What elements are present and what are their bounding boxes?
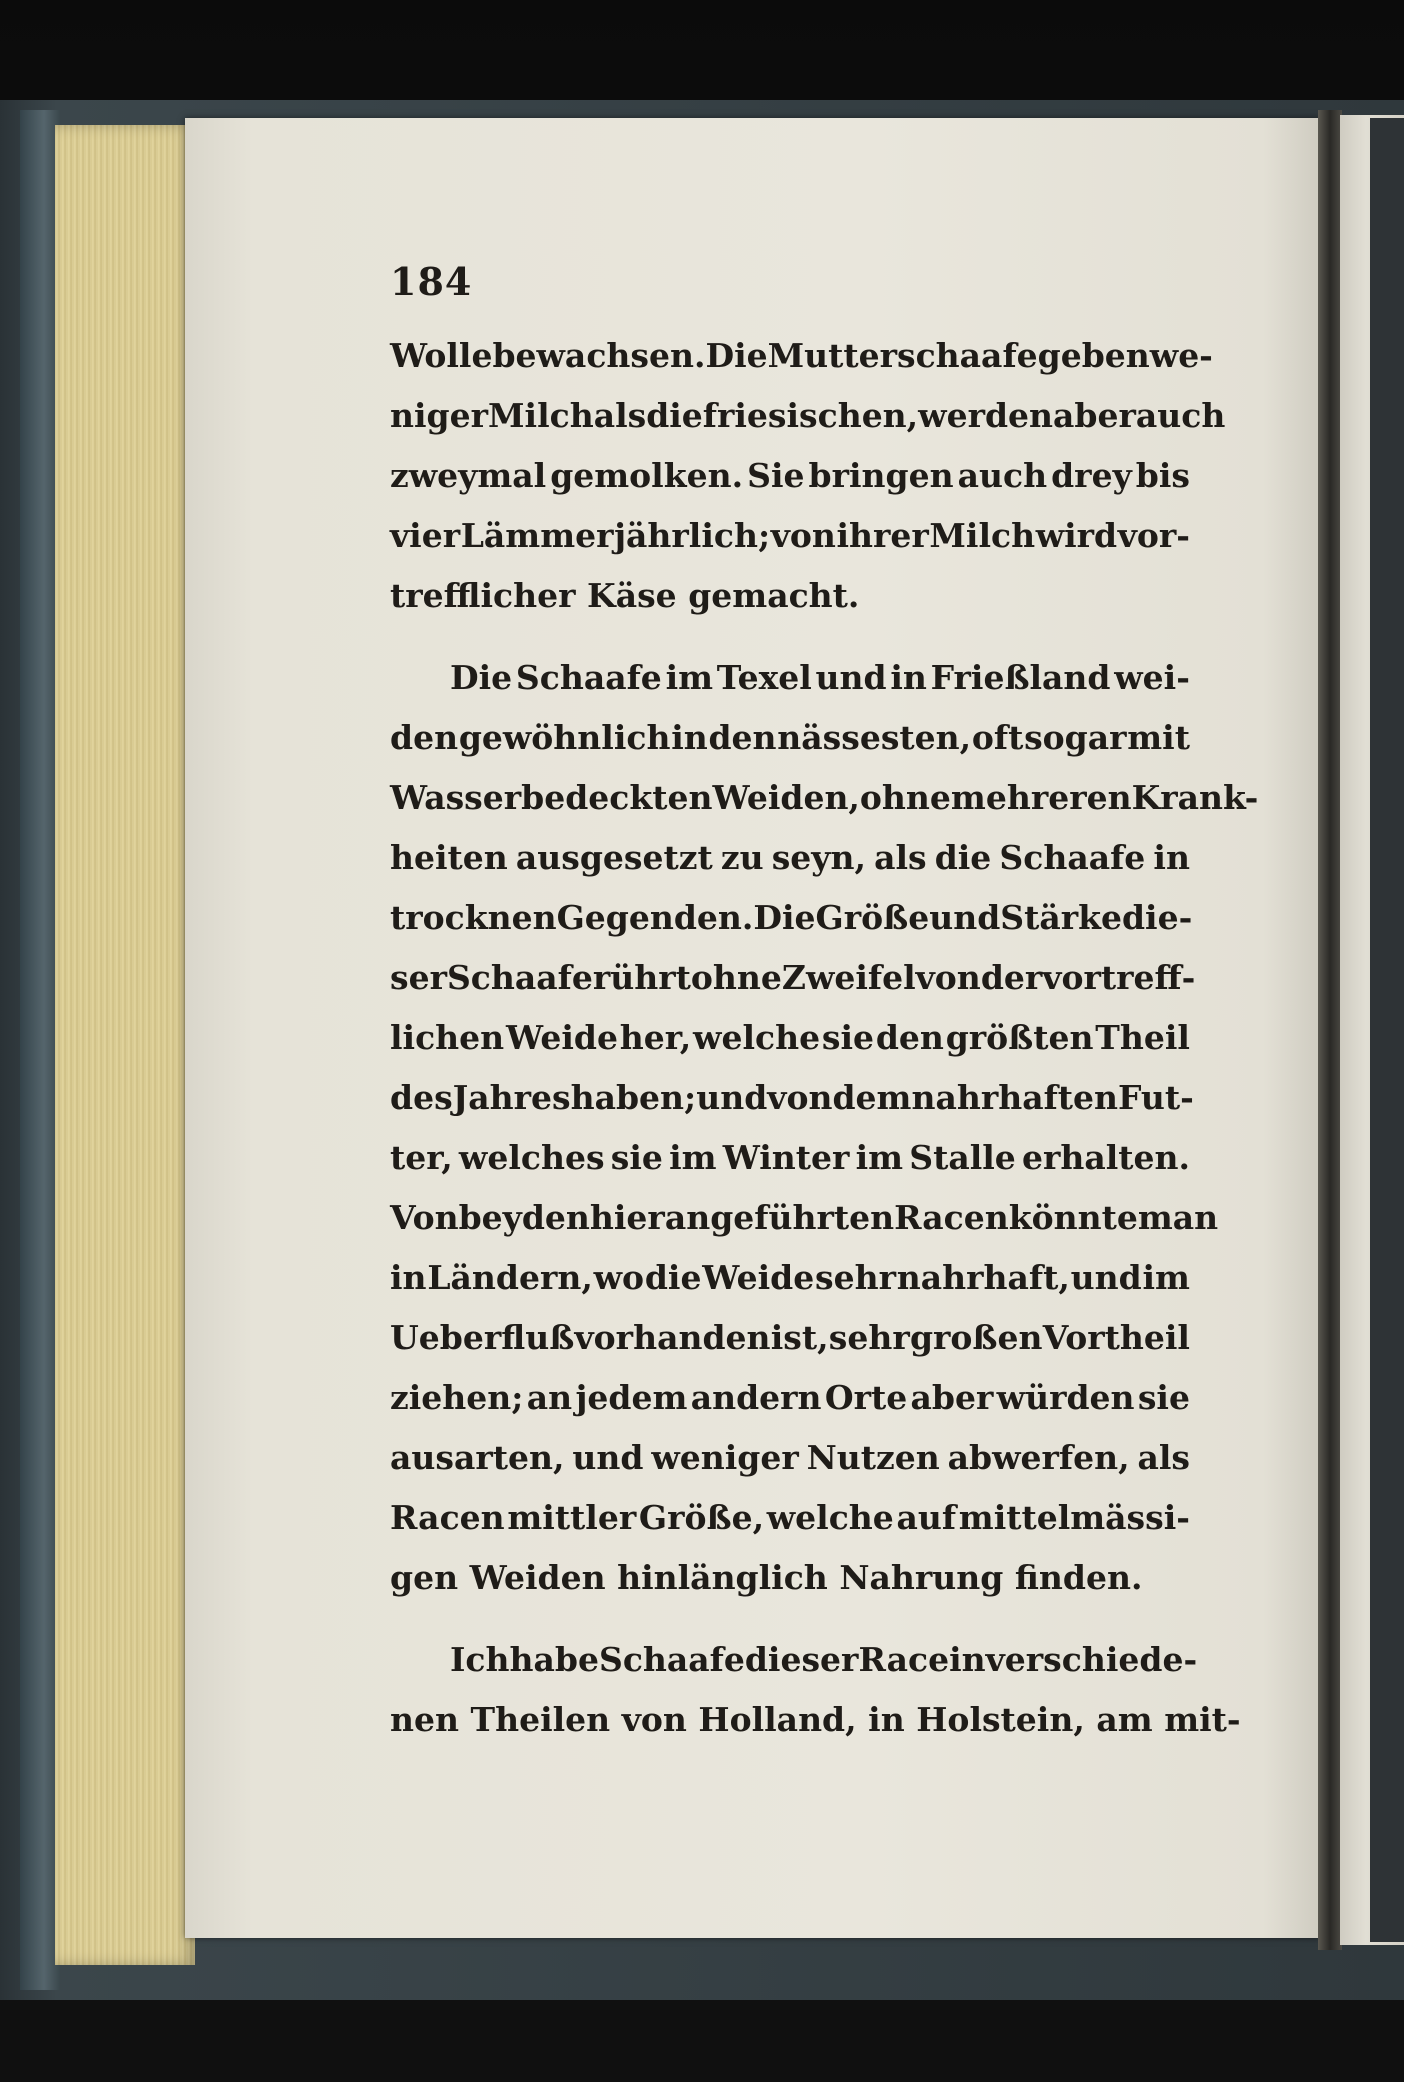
text-line bbox=[390, 1548, 1190, 1608]
word: dem bbox=[832, 1078, 912, 1117]
word: habe bbox=[509, 1640, 599, 1679]
word: aber bbox=[1053, 396, 1136, 435]
word: von bbox=[915, 958, 981, 997]
word: vorhanden bbox=[574, 1318, 771, 1357]
word: und bbox=[572, 1438, 644, 1477]
word: und bbox=[696, 1078, 768, 1117]
word: mittler bbox=[507, 1498, 637, 1537]
word: welche bbox=[766, 1498, 894, 1537]
book-spine-edge bbox=[20, 110, 60, 1990]
word: wei- bbox=[1114, 658, 1190, 697]
word: zu bbox=[720, 838, 764, 877]
word: aber bbox=[910, 1378, 994, 1417]
word: die bbox=[644, 1258, 702, 1297]
word: ohne bbox=[859, 778, 951, 817]
word: Racen bbox=[894, 1198, 1009, 1237]
word: großen bbox=[909, 1318, 1043, 1357]
word: jedem bbox=[575, 1378, 688, 1417]
word: in bbox=[890, 658, 927, 697]
word: auf bbox=[896, 1498, 957, 1537]
word: vor- bbox=[1117, 516, 1190, 555]
word: Theil bbox=[1095, 1018, 1190, 1057]
word: welches bbox=[458, 1138, 605, 1177]
word: nässesten, bbox=[777, 718, 972, 757]
text-line bbox=[390, 888, 1193, 948]
word: Die bbox=[753, 898, 816, 937]
word: Texel bbox=[716, 658, 812, 697]
text-line bbox=[390, 1630, 1198, 1690]
word: die bbox=[646, 396, 703, 435]
word: würden bbox=[996, 1378, 1135, 1417]
word: niger bbox=[390, 396, 488, 435]
word: bringen bbox=[808, 456, 954, 495]
word: sie bbox=[1137, 1378, 1190, 1417]
text-line bbox=[390, 1248, 1190, 1308]
word: nahrhaft, bbox=[896, 1258, 1070, 1297]
word: sehr bbox=[815, 1258, 896, 1297]
word: die- bbox=[1121, 898, 1193, 937]
word: Weide bbox=[702, 1258, 815, 1297]
word: rührt bbox=[592, 958, 691, 997]
word: finden. bbox=[1014, 1558, 1143, 1597]
word: als bbox=[593, 396, 647, 435]
text-line bbox=[390, 768, 1259, 828]
word: von bbox=[621, 1700, 687, 1739]
word: Winter bbox=[722, 1138, 850, 1177]
word: mehreren bbox=[950, 778, 1132, 817]
word: Größe, bbox=[638, 1498, 765, 1537]
word: wird bbox=[1035, 516, 1118, 555]
word: in bbox=[1153, 838, 1190, 877]
word: verschiede- bbox=[985, 1640, 1198, 1679]
word: dieser bbox=[744, 1640, 859, 1679]
word: ausgesetzt bbox=[515, 838, 713, 877]
word: Frießland bbox=[930, 658, 1111, 697]
word: welche bbox=[693, 1018, 821, 1057]
word: mittelmässi- bbox=[958, 1498, 1190, 1537]
word: Die bbox=[450, 658, 513, 697]
word: ter, bbox=[390, 1138, 453, 1177]
text-line bbox=[390, 1308, 1190, 1368]
word: des bbox=[390, 1078, 453, 1117]
word: weniger bbox=[651, 1438, 799, 1477]
word: den bbox=[875, 1018, 944, 1057]
word: Die bbox=[705, 336, 768, 375]
word: hinlänglich bbox=[617, 1558, 828, 1597]
word: in bbox=[671, 718, 708, 757]
word: und bbox=[929, 898, 1001, 937]
word: die bbox=[934, 838, 992, 877]
word: ist, bbox=[770, 1318, 829, 1357]
word: trefflicher bbox=[390, 576, 576, 615]
word: lichen bbox=[390, 1018, 505, 1057]
word: Stalle bbox=[909, 1138, 1016, 1177]
word: im bbox=[1142, 1258, 1190, 1297]
word: Nahrung bbox=[839, 1558, 1004, 1597]
word: hier bbox=[589, 1198, 665, 1237]
word: Mutterschaafe bbox=[767, 336, 1038, 375]
paragraph bbox=[390, 1630, 1241, 1750]
word: am bbox=[1096, 1700, 1153, 1739]
word: friesischen, bbox=[702, 396, 919, 435]
word: trocknen bbox=[390, 898, 557, 937]
word: werden bbox=[918, 396, 1054, 435]
word: we- bbox=[1149, 336, 1213, 375]
word: geben bbox=[1037, 336, 1150, 375]
word: heiten bbox=[390, 838, 508, 877]
word: Lämmer bbox=[460, 516, 614, 555]
word: Schaafe bbox=[515, 658, 662, 697]
word: Von bbox=[390, 1198, 459, 1237]
word: als bbox=[874, 838, 927, 877]
text-line bbox=[390, 1368, 1190, 1428]
book-gutter bbox=[1318, 110, 1342, 1950]
word: Holland, bbox=[698, 1700, 857, 1739]
word: Racen bbox=[390, 1498, 505, 1537]
word: in bbox=[390, 1258, 427, 1297]
word: Ueberfluß bbox=[390, 1318, 575, 1357]
word: gen bbox=[390, 1558, 459, 1597]
word: Jahres bbox=[452, 1078, 571, 1117]
word: bis bbox=[1135, 456, 1190, 495]
word: im bbox=[669, 1138, 717, 1177]
word: ausarten, bbox=[390, 1438, 565, 1477]
word: Käse bbox=[587, 576, 677, 615]
word: sie bbox=[610, 1138, 663, 1177]
text-line bbox=[390, 1488, 1190, 1548]
word: im bbox=[665, 658, 714, 697]
word: Theilen bbox=[470, 1700, 611, 1739]
word: jährlich; bbox=[614, 516, 771, 555]
word: andern bbox=[690, 1378, 822, 1417]
word: von bbox=[767, 1078, 833, 1117]
word: abwerfen, bbox=[947, 1438, 1130, 1477]
text-line bbox=[390, 1188, 1219, 1248]
word: ziehen; bbox=[390, 1378, 524, 1417]
word: Fut- bbox=[1118, 1078, 1194, 1117]
word: sie bbox=[821, 1018, 875, 1057]
word: größten bbox=[945, 1018, 1094, 1057]
word: Milch bbox=[488, 396, 594, 435]
word: auch bbox=[957, 456, 1048, 495]
text-line bbox=[390, 446, 1190, 506]
word: als bbox=[1137, 1438, 1190, 1477]
word: an bbox=[526, 1378, 573, 1417]
word: der bbox=[980, 958, 1043, 997]
text-line bbox=[390, 326, 1213, 386]
word: Schaafe bbox=[446, 958, 593, 997]
word: könnte bbox=[1008, 1198, 1138, 1237]
word: man bbox=[1137, 1198, 1219, 1237]
word: wo bbox=[593, 1258, 645, 1297]
text-line bbox=[390, 506, 1190, 566]
word: ser bbox=[390, 958, 447, 997]
text-line bbox=[390, 1690, 1241, 1750]
word: Schaafe bbox=[598, 1640, 745, 1679]
text-line bbox=[390, 648, 1190, 708]
word: mit bbox=[1127, 718, 1190, 757]
text-line bbox=[390, 1428, 1190, 1488]
word: in bbox=[949, 1640, 986, 1679]
word: bedeckten bbox=[521, 778, 713, 817]
word: drey bbox=[1051, 456, 1132, 495]
word: auch bbox=[1135, 396, 1226, 435]
word: Weiden, bbox=[712, 778, 860, 817]
word: und bbox=[1070, 1258, 1142, 1297]
word: Sie bbox=[747, 456, 805, 495]
word: erhalten. bbox=[1021, 1138, 1190, 1177]
word: Ländern, bbox=[427, 1258, 593, 1297]
word: sogar bbox=[1024, 718, 1127, 757]
paragraph bbox=[390, 326, 1226, 626]
word: in bbox=[868, 1700, 905, 1739]
word: mit- bbox=[1164, 1700, 1241, 1739]
word: und bbox=[815, 658, 887, 697]
page-number: 184 bbox=[390, 259, 473, 304]
word: gemacht. bbox=[688, 576, 860, 615]
word: oft bbox=[971, 718, 1024, 757]
text-line bbox=[390, 566, 1190, 626]
word: Orte bbox=[824, 1378, 908, 1417]
text-line bbox=[390, 948, 1196, 1008]
word: Gegenden. bbox=[556, 898, 754, 937]
word: Krank- bbox=[1131, 778, 1259, 817]
word: im bbox=[855, 1138, 904, 1177]
word: Weide bbox=[505, 1018, 618, 1057]
word: Race bbox=[858, 1640, 950, 1679]
word: bewachsen. bbox=[492, 336, 706, 375]
word: ohne bbox=[690, 958, 782, 997]
word: zweymal bbox=[390, 456, 547, 495]
word: nen bbox=[390, 1700, 459, 1739]
word: seyn, bbox=[771, 838, 866, 877]
text-line bbox=[390, 708, 1190, 768]
text-line bbox=[390, 1128, 1190, 1188]
word: Ich bbox=[450, 1640, 510, 1679]
word: her, bbox=[619, 1018, 692, 1057]
word: ihrer bbox=[836, 516, 929, 555]
word: Stärke bbox=[1000, 898, 1122, 937]
word: Holstein, bbox=[916, 1700, 1085, 1739]
word: Wasser bbox=[390, 778, 522, 817]
word: gewöhnlich bbox=[458, 718, 671, 757]
paragraphs bbox=[390, 326, 1259, 1750]
word: vortreff- bbox=[1042, 958, 1196, 997]
word: angeführten bbox=[664, 1198, 895, 1237]
word: Zweifel bbox=[781, 958, 916, 997]
word: den bbox=[390, 718, 459, 757]
page-text bbox=[390, 258, 1259, 1750]
word: Größe bbox=[815, 898, 930, 937]
word: Wolle bbox=[390, 336, 493, 375]
page-block-edge bbox=[55, 125, 195, 1965]
word: von bbox=[770, 516, 836, 555]
word: gemolken. bbox=[550, 456, 744, 495]
paragraph bbox=[390, 648, 1259, 1608]
word: Milch bbox=[929, 516, 1036, 555]
text-line bbox=[390, 1068, 1194, 1128]
word: beyden bbox=[458, 1198, 590, 1237]
text-line bbox=[390, 828, 1190, 888]
word: den bbox=[708, 718, 777, 757]
text-line bbox=[390, 1008, 1190, 1068]
word: Schaafe bbox=[999, 838, 1146, 877]
word: vier bbox=[390, 516, 461, 555]
word: Nutzen bbox=[806, 1438, 940, 1477]
word: sehr bbox=[828, 1318, 910, 1357]
word: Weiden bbox=[469, 1558, 606, 1597]
word: haben; bbox=[570, 1078, 697, 1117]
word: nahrhaften bbox=[911, 1078, 1119, 1117]
cover-edge-right bbox=[1370, 118, 1404, 1942]
text-line bbox=[390, 386, 1226, 446]
word: Vortheil bbox=[1042, 1318, 1190, 1357]
